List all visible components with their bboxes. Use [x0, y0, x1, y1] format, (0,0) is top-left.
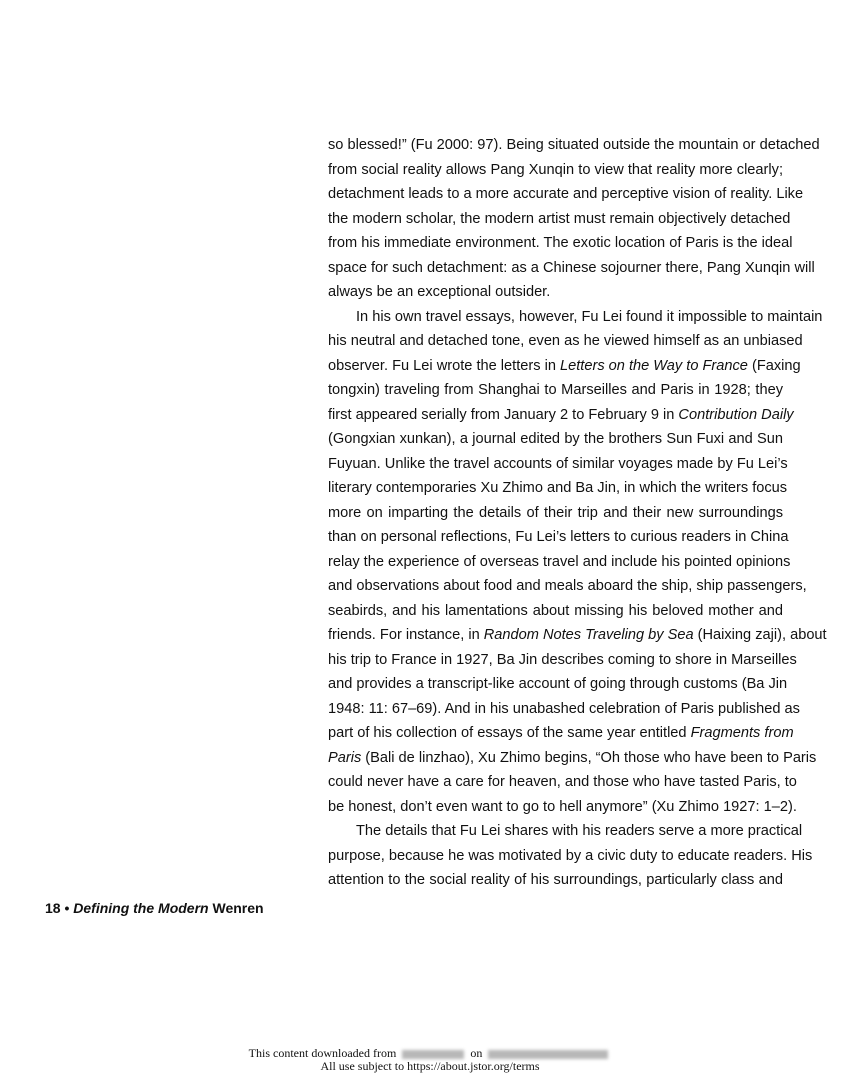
text-line — [328, 868, 783, 893]
italic-title: Paris — [328, 749, 362, 766]
text-segment: could never have a care for heaven, and those who have tasted Paris, to — [328, 774, 797, 790]
italic-title: Random Notes Traveling by Sea — [483, 627, 694, 643]
text-line — [328, 476, 788, 501]
text-segment: seabirds, and his lamentations about missing his beloved mother and — [328, 602, 783, 619]
text-line — [328, 574, 807, 599]
text-segment: In his own travel essays, however, Fu Lei found it impossible to maintain — [356, 308, 823, 325]
page-number: 18 — [45, 900, 61, 916]
text-segment: the modern scholar, the modern artist must remain objectively detached — [328, 210, 791, 227]
text-line — [328, 207, 791, 232]
text-line — [328, 697, 800, 722]
text-line — [328, 648, 797, 673]
text-segment: from his immediate environment. The exotic location of Paris is the ideal — [328, 235, 793, 251]
italic-title: Fragments from — [690, 725, 794, 741]
text-line — [328, 795, 797, 820]
text-line — [328, 721, 794, 746]
text-segment: The details that Fu Lei shares with his readers serve a more practical — [356, 823, 803, 839]
jstor-notice — [0, 1047, 860, 1073]
text-line — [328, 427, 783, 452]
text-segment: be honest, don’t even want to go to hell anymore” (Xu Zhimo 1927: 1–2). — [328, 798, 797, 815]
italic-title: Contribution Daily — [678, 406, 794, 423]
jstor-download-line — [0, 1047, 860, 1060]
book-title-roman: Wenren — [212, 900, 264, 916]
text-line — [328, 672, 788, 697]
text-line — [328, 623, 827, 648]
text-segment: than on personal reflections, Fu Lei’s letters to curious readers in China — [328, 529, 789, 545]
text-line — [328, 550, 791, 575]
text-segment: so blessed!” (Fu 2000: 97). Being situated outside the mountain or detached — [328, 137, 820, 153]
text-segment: his trip to France in 1927, Ba Jin describes coming to shore in Marseilles — [328, 651, 797, 668]
text-segment: first appeared serially from January 2 to February 9 in — [328, 406, 679, 423]
text-line — [328, 231, 793, 256]
text-line — [328, 844, 813, 869]
text-segment: from social reality allows Pang Xunqin to view that reality more clearly; — [328, 161, 783, 178]
text-line — [328, 378, 783, 403]
text-line — [328, 280, 783, 305]
text-segment: friends. For instance, in — [328, 627, 484, 643]
text-segment: 1948: 11: 67–69). And in his unabashed celebration of Paris published as — [328, 700, 800, 717]
text-segment: observer. Fu Lei wrote the letters in — [328, 357, 560, 374]
jstor-terms-line: All use subject to https://about.jstor.org/terms — [320, 1059, 540, 1073]
text-segment: (Faxing — [747, 357, 801, 374]
text-segment: Fuyuan. Unlike the travel accounts of similar voyages made by Fu Lei’s — [328, 455, 788, 472]
redacted-date — [488, 1050, 608, 1059]
text-segment: part of his collection of essays of the same year entitled — [328, 725, 691, 741]
text-segment: tongxin) traveling from Shanghai to Marseilles and Paris in 1928; they — [328, 382, 783, 398]
text-line — [328, 599, 783, 624]
text-line — [328, 403, 794, 428]
text-line — [328, 305, 823, 330]
text-segment: (Bali de linzhao), Xu Zhimo begins, “Oh those who have been to Paris — [361, 749, 817, 766]
text-line — [328, 329, 803, 354]
footer-bullet: • — [64, 900, 70, 916]
text-segment: space for such detachment: as a Chinese sojourner there, Pang Xunqin will — [328, 259, 815, 276]
text-segment: relay the experience of overseas travel and include his pointed opinions — [328, 553, 791, 570]
text-segment: always be an exceptional outsider. — [328, 284, 551, 300]
text-line — [328, 133, 820, 158]
text-segment: more on imparting the details of their trip and their new surroundings — [328, 504, 783, 521]
text-line — [328, 746, 817, 771]
text-line — [328, 501, 783, 526]
text-segment: literary contemporaries Xu Zhimo and Ba Jin, in which the writers focus — [328, 480, 788, 496]
text-line — [328, 256, 815, 281]
text-segment: purpose, because he was motivated by a civic duty to educate readers. His — [328, 847, 813, 864]
body-text — [328, 133, 827, 893]
redacted-ip — [402, 1050, 464, 1059]
text-line — [328, 354, 801, 379]
text-segment: detachment leads to a more accurate and perceptive vision of reality. Like — [328, 186, 804, 202]
text-segment: and observations about food and meals aboard the ship, ship passengers, — [328, 578, 807, 594]
text-segment: and provides a transcript-like account of going through customs (Ba Jin — [328, 676, 788, 692]
download-text: This content downloaded from — [248, 1046, 397, 1060]
text-segment: (Gongxian xunkan), a journal edited by the brothers Sun Fuxi and Sun — [328, 431, 783, 447]
text-segment: attention to the social reality of his surroundings, particularly class and — [328, 872, 783, 888]
on-text: on — [470, 1046, 483, 1060]
text-segment: (Haixing zaji), about — [693, 627, 827, 643]
text-segment: his neutral and detached tone, even as he viewed himself as an unbiased — [328, 333, 803, 349]
running-footer — [45, 900, 264, 916]
text-line — [328, 819, 803, 844]
book-title-italic: Defining the Modern — [73, 900, 209, 916]
text-line — [328, 770, 797, 795]
text-line — [328, 525, 789, 550]
text-line — [328, 182, 804, 207]
italic-title: Letters on the Way to France — [560, 357, 748, 374]
text-line — [328, 452, 788, 477]
text-line — [328, 158, 783, 183]
